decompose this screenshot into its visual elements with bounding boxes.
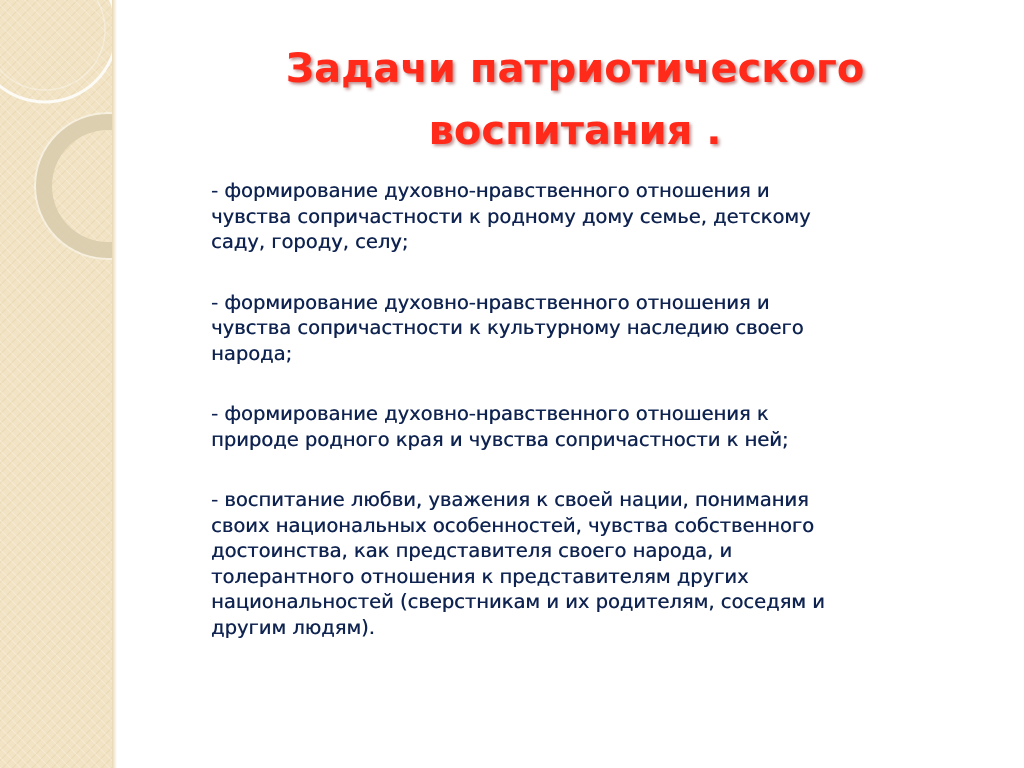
task-line: - формирование духовно-нравственного отношения к xyxy=(211,402,769,425)
slide-title xyxy=(130,38,1020,162)
task-line: народа; xyxy=(211,341,293,365)
decorative-circles-icon xyxy=(0,0,112,260)
task-item-national-respect xyxy=(211,487,1001,640)
task-item-cultural-heritage xyxy=(211,290,1001,367)
task-item-native-nature xyxy=(211,401,1001,452)
task-line: - формирование духовно-нравственного отношения и xyxy=(211,290,770,314)
slide-title-line: воспитания . xyxy=(428,108,722,154)
task-line: толерантного отношения к представителям других xyxy=(211,564,749,588)
decorative-side-strip xyxy=(0,0,112,768)
task-line: достоинства, как представителя своего народа, и xyxy=(211,539,733,562)
task-line: чувства сопричастности к родному дому семье, детскому xyxy=(211,204,811,228)
task-item-home-family xyxy=(211,178,1001,255)
task-list xyxy=(211,178,1001,675)
task-line: - формирование духовно-нравственного отношения и xyxy=(211,179,770,202)
strip-edge-divider xyxy=(112,0,117,768)
task-line: природе родного края и чувства сопричастности к ней; xyxy=(211,427,789,451)
task-line: саду, городу, селу; xyxy=(211,230,409,253)
slide-title-line: Задачи патриотического xyxy=(285,46,865,92)
task-line: национальностей (сверстникам и их родителям, соседям и xyxy=(211,590,825,613)
task-line: другим людям). xyxy=(211,615,375,639)
task-line: чувства сопричастности к культурному наследию своего xyxy=(211,316,804,339)
task-line: - воспитание любви, уважения к своей нации, понимания xyxy=(211,488,809,511)
task-line: своих национальных особенностей, чувства собственного xyxy=(211,513,814,537)
